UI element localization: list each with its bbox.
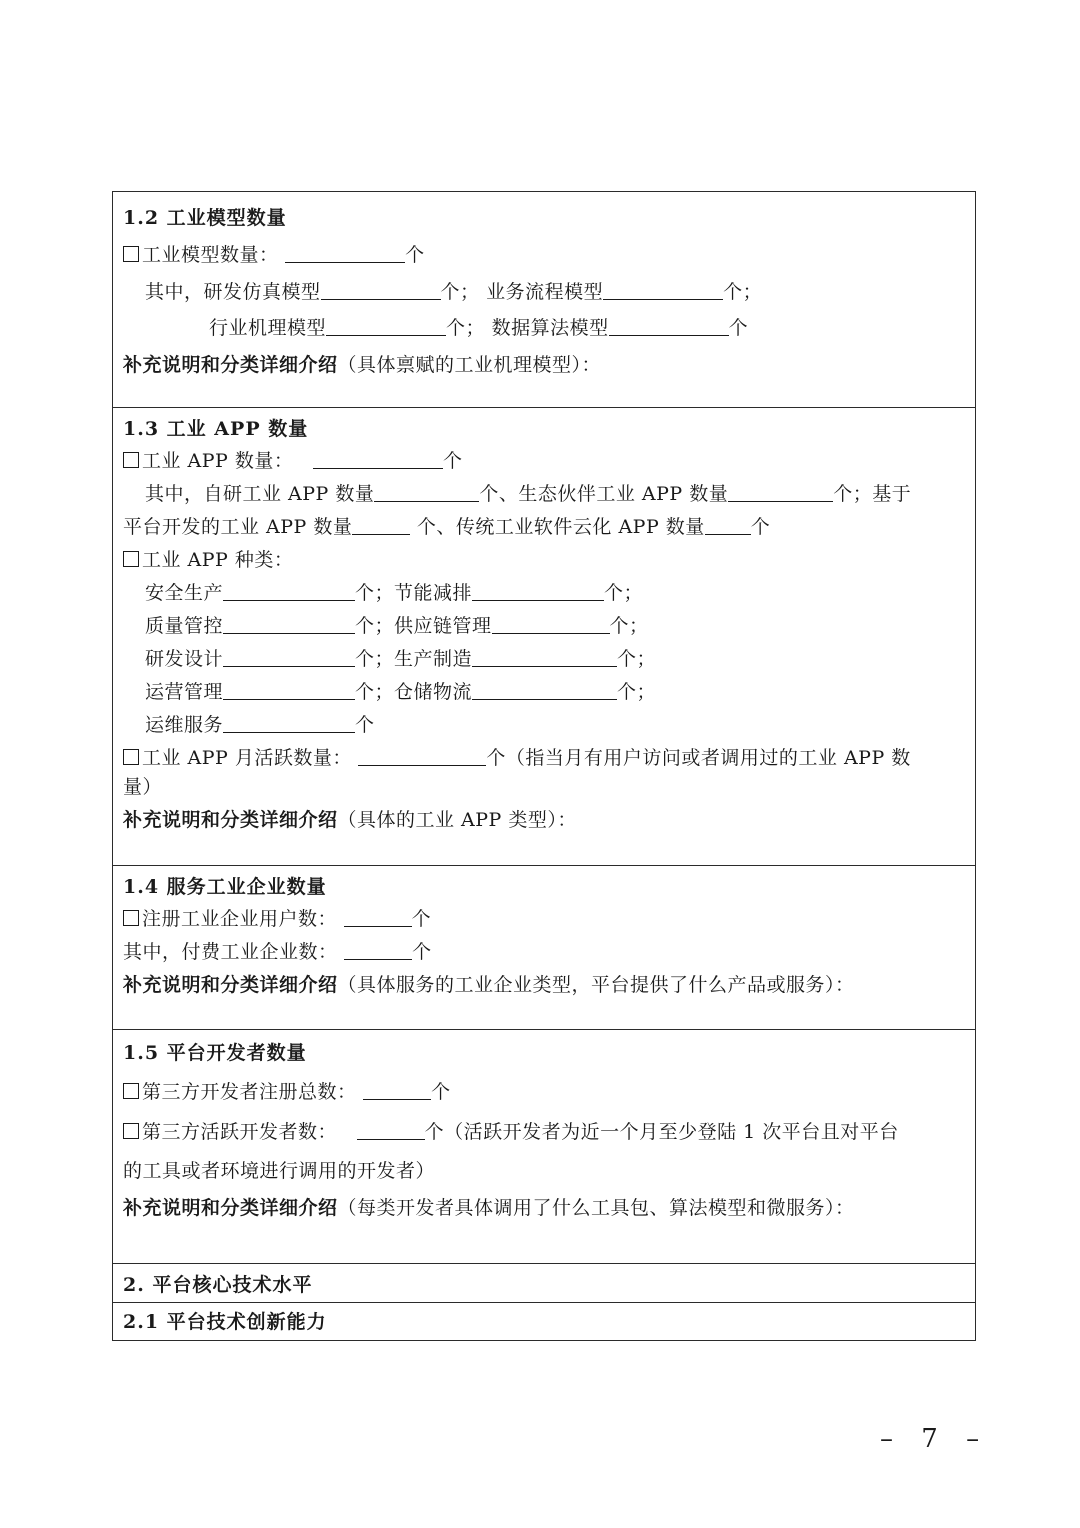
app-kind-row-5: 运维服务 个: [145, 714, 375, 736]
developer-registered-line: 第三方开发者注册总数： 个: [123, 1079, 965, 1105]
checkbox[interactable]: [123, 551, 139, 567]
supplement-line: 补充说明和分类详细介绍（具体服务的工业企业类型，平台提供了什么产品或服务）：: [123, 974, 855, 996]
section-2: [113, 1264, 975, 1303]
supplement-line: 补充说明和分类详细介绍（具体的工业 APP 类型）：: [123, 809, 577, 831]
app-kind-row-1: 安全生产 个；节能减排 个；: [145, 582, 644, 604]
blank-field[interactable]: [472, 580, 604, 601]
blank-field[interactable]: [223, 646, 355, 667]
registered-enterprise-line: 注册工业企业用户数： 个: [123, 906, 965, 932]
section-title: 1.5 平台开发者数量: [123, 1042, 307, 1064]
checkbox[interactable]: [123, 452, 139, 468]
app-breakdown-line-2: 平台开发的工业 APP 数量 个、传统工业软件云化 APP 数量 个: [123, 516, 771, 538]
blank-field[interactable]: [728, 481, 833, 502]
paid-enterprise-line: 其中，付费工业企业数： 个: [123, 941, 432, 963]
blank-field[interactable]: [352, 514, 410, 535]
developer-active-line: 第三方活跃开发者数： 个（活跃开发者为近一个月至少登陆 1 次平台且对平台: [123, 1119, 965, 1145]
app-kind-row-3: 研发设计 个；生产制造 个；: [145, 648, 657, 670]
model-breakdown-line-2: 行业机理模型 个； 数据算法模型 个: [209, 317, 749, 339]
supplement-line: 补充说明和分类详细介绍（每类开发者具体调用了什么工具包、算法模型和微服务）：: [123, 1197, 855, 1219]
app-monthly-line-cont: 量）: [123, 776, 163, 798]
app-breakdown-line-1: 其中，自研工业 APP 数量 个、生态伙伴工业 APP 数量 个；基于: [145, 483, 912, 505]
blank-field[interactable]: [492, 613, 610, 634]
blank-field[interactable]: [321, 279, 441, 300]
section-title: 1.4 服务工业企业数量: [123, 876, 327, 898]
blank-field[interactable]: [223, 613, 355, 634]
blank-field[interactable]: [223, 679, 355, 700]
blank-field[interactable]: [374, 481, 479, 502]
app-kinds-line: 工业 APP 种类：: [123, 547, 965, 573]
blank-field[interactable]: [358, 745, 486, 766]
section-1-4: [113, 866, 975, 1030]
blank-field[interactable]: [472, 646, 617, 667]
blank-field[interactable]: [609, 315, 729, 336]
app-kind-row-2: 质量管控 个；供应链管理 个；: [145, 615, 649, 637]
blank-field[interactable]: [344, 939, 412, 960]
blank-field[interactable]: [223, 580, 355, 601]
checkbox[interactable]: [123, 749, 139, 765]
developer-active-line-cont: 的工具或者环境进行调用的开发者）: [123, 1160, 436, 1182]
section-title: 1.3 工业 APP 数量: [123, 418, 309, 440]
section-1-3: [113, 408, 975, 866]
app-kind-row-4: 运营管理 个；仓储物流 个；: [145, 681, 657, 703]
form-table: [112, 191, 976, 1341]
checkbox[interactable]: [123, 1123, 139, 1139]
blank-field[interactable]: [472, 679, 617, 700]
blank-field[interactable]: [344, 906, 412, 927]
section-1-5: [113, 1030, 975, 1264]
blank-field[interactable]: [705, 514, 751, 535]
blank-field[interactable]: [313, 448, 443, 469]
blank-field[interactable]: [357, 1119, 425, 1140]
section-2-1: [113, 1303, 975, 1342]
blank-field[interactable]: [285, 242, 405, 263]
section-1-2: [113, 192, 975, 408]
blank-field[interactable]: [223, 712, 355, 733]
model-count-line: 工业模型数量： 个: [123, 242, 965, 268]
checkbox[interactable]: [123, 1083, 139, 1099]
app-count-line: 工业 APP 数量： 个: [123, 448, 965, 474]
supplement-line: 补充说明和分类详细介绍（具体禀赋的工业机理模型）：: [123, 354, 602, 376]
model-breakdown-line-1: 其中，研发仿真模型 个； 业务流程模型 个；: [145, 281, 763, 303]
blank-field[interactable]: [603, 279, 723, 300]
checkbox[interactable]: [123, 910, 139, 926]
checkbox[interactable]: [123, 246, 139, 262]
page-number: – 7 –: [880, 1424, 990, 1454]
section-title: 2. 平台核心技术水平: [123, 1274, 313, 1296]
blank-field[interactable]: [363, 1079, 431, 1100]
section-title: 2.1 平台技术创新能力: [123, 1311, 327, 1333]
section-title: 1.2 工业模型数量: [123, 207, 287, 229]
blank-field[interactable]: [326, 315, 446, 336]
app-monthly-line: 工业 APP 月活跃数量： 个（指当月有用户访问或者调用过的工业 APP 数: [123, 745, 965, 771]
